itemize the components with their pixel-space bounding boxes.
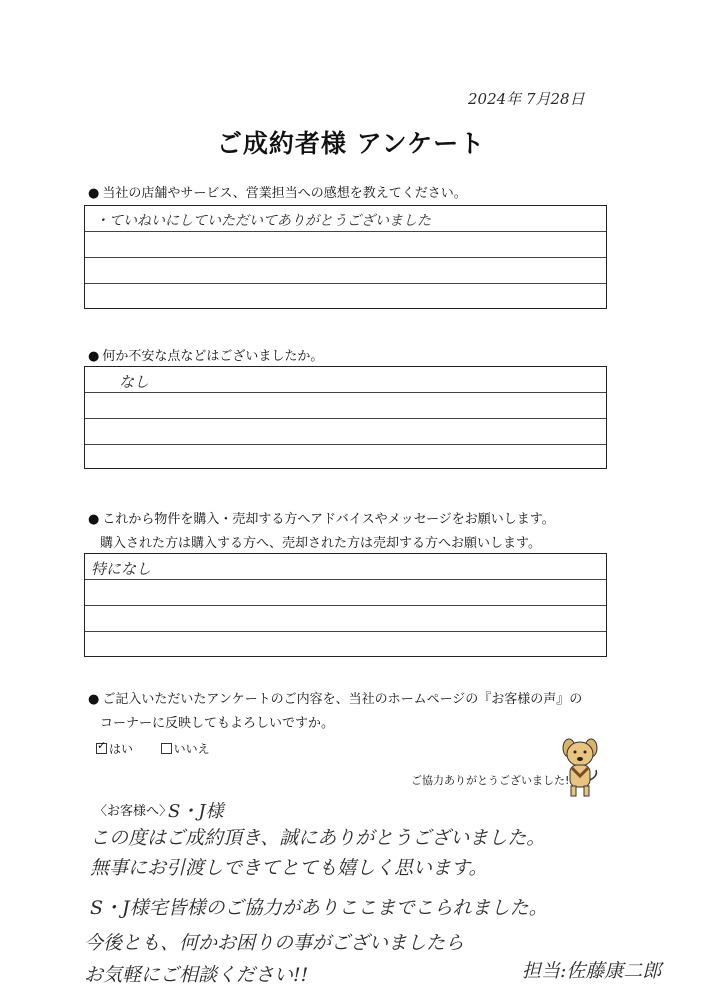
ruled-line	[85, 605, 606, 606]
answer-3-text: 特になし	[91, 560, 152, 578]
question-4-text: ご記入いただいたアンケートのご内容を、当社のホームページの『お客様の声』の	[102, 692, 583, 707]
answer-box-3	[84, 553, 607, 657]
answer-box-1	[84, 205, 607, 309]
ruled-line	[85, 392, 606, 393]
question-4-sub: コーナーに反映してもよろしいですか。	[100, 716, 335, 731]
answer-box-2	[84, 366, 607, 469]
ruled-line	[85, 257, 606, 258]
question-3	[88, 508, 555, 527]
customer-name: S・J様	[168, 801, 224, 822]
dog-mascot-icon	[556, 736, 604, 798]
message-line-5: お気軽にご相談ください!!	[84, 964, 309, 986]
consent-options	[96, 740, 210, 757]
question-3-sub: 購入された方は購入する方へ、売却された方は売却する方へお願いします。	[100, 536, 541, 551]
ruled-line	[85, 631, 606, 632]
bullet-icon: ●	[88, 349, 100, 364]
question-1	[88, 182, 467, 201]
staff-signature: 担当:佐藤康二郎	[522, 960, 662, 982]
message-line-2: 無事にお引渡しできてとても嬉しく思います。	[90, 857, 488, 879]
page-title: ご成約者様 アンケート	[216, 129, 486, 158]
ruled-line	[85, 283, 606, 284]
question-2-text: 何か不安な点などはございましたか。	[102, 349, 324, 364]
ruled-line	[85, 579, 606, 580]
question-4	[88, 688, 582, 707]
message-label: 〈お客様へ〉	[94, 804, 173, 819]
yes-label: はい	[109, 742, 134, 756]
bullet-icon: ●	[88, 692, 100, 707]
question-2	[88, 345, 323, 364]
no-label: いいえ	[173, 742, 210, 756]
question-3-text: これから物件を購入・売却する方へアドバイスやメッセージをお願いします。	[102, 512, 555, 527]
bullet-icon: ●	[88, 186, 100, 201]
message-line-1: この度はご成約頂き、誠にありがとうございました。	[90, 827, 546, 849]
question-1-text: 当社の店舗やサービス、営業担当への感想を教えてください。	[102, 186, 467, 201]
ruled-line	[85, 231, 606, 232]
message-line-4: 今後とも、何かお困りの事がございましたら	[84, 932, 465, 954]
answer-2-text: なし	[119, 373, 150, 391]
thanks-text: ご協力ありがとうございました!	[411, 774, 570, 787]
survey-date: 2024年 7月28日	[468, 90, 585, 108]
answer-1-text: ・ていねいにしていただいてありがとうございました	[95, 213, 431, 229]
message-line-3: S・J様宅皆様のご協力がありここまでこられました。	[90, 897, 548, 919]
ruled-line	[85, 444, 606, 445]
yes-checkbox[interactable]	[96, 743, 107, 754]
no-checkbox[interactable]	[161, 743, 172, 754]
bullet-icon: ●	[88, 512, 100, 527]
ruled-line	[85, 418, 606, 419]
